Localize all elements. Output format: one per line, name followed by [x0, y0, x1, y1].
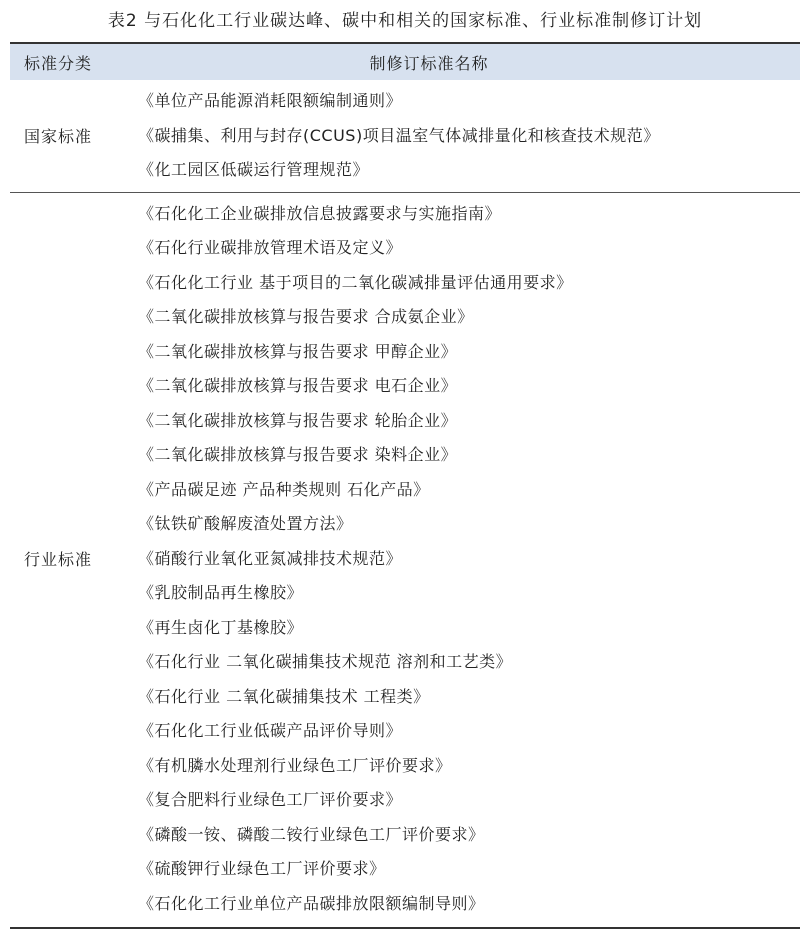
standard-item: 《硫酸钾行业绿色工厂评价要求》 — [138, 859, 386, 878]
standard-item: 《二氧化碳排放核算与报告要求 甲醇企业》 — [138, 341, 458, 361]
standard-item: 《二氧化碳排放核算与报告要求 轮胎企业》 — [138, 410, 458, 430]
group-national-standards — [10, 80, 800, 192]
standards-table — [10, 42, 800, 929]
standard-item: 《石化行业碳排放管理术语及定义》 — [138, 238, 403, 257]
standard-item: 《再生卤化丁基橡胶》 — [138, 617, 304, 637]
standard-item: 《复合肥料行业绿色工厂评价要求》 — [138, 790, 403, 809]
header-category: 标准分类 — [24, 53, 93, 73]
standard-item: 《产品碳足迹 产品种类规则 石化产品》 — [138, 479, 430, 499]
standard-item: 《石化化工行业 基于项目的二氧化碳减排量评估通用要求》 — [138, 272, 573, 292]
standard-item: 《二氧化碳排放核算与报告要求 电石企业》 — [138, 376, 458, 395]
standard-item: 《磷酸一铵、磷酸二铵行业绿色工厂评价要求》 — [138, 824, 485, 844]
table-header — [10, 44, 800, 80]
table-caption: 表2 与石化化工行业碳达峰、碳中和相关的国家标准、行业标准制修订计划 — [107, 11, 703, 31]
standard-item: 《石化化工企业碳排放信息披露要求与实施指南》 — [138, 203, 502, 223]
standard-item: 《化工园区低碳运行管理规范》 — [138, 160, 370, 179]
standard-item: 《硝酸行业氧化亚氮减排技术规范》 — [138, 548, 403, 568]
standard-item: 《碳捕集、利用与封存(CCUS)项目温室气体减排量化和核查技术规范》 — [138, 125, 660, 145]
group-industry-standards — [10, 193, 800, 928]
standard-item: 《石化化工行业低碳产品评价导则》 — [138, 721, 403, 740]
standard-item: 《石化行业 二氧化碳捕集技术规范 溶剂和工艺类》 — [138, 652, 513, 671]
standard-item: 《乳胶制品再生橡胶》 — [138, 583, 304, 602]
standard-item: 《有机膦水处理剂行业绿色工厂评价要求》 — [138, 755, 452, 775]
group-category: 行业标准 — [24, 550, 93, 570]
standard-item: 《二氧化碳排放核算与报告要求 合成氨企业》 — [138, 307, 474, 326]
table-bottom-rule — [10, 927, 800, 929]
standard-item: 《单位产品能源消耗限额编制通则》 — [138, 91, 403, 110]
header-name: 制修订标准名称 — [369, 53, 489, 73]
standard-item: 《二氧化碳排放核算与报告要求 染料企业》 — [138, 445, 458, 464]
standard-item: 《石化行业 二氧化碳捕集技术 工程类》 — [138, 686, 430, 706]
group-category: 国家标准 — [24, 127, 93, 147]
standard-item: 《钛铁矿酸解废渣处置方法》 — [138, 514, 353, 533]
standard-item: 《石化化工行业单位产品碳排放限额编制导则》 — [138, 893, 485, 913]
